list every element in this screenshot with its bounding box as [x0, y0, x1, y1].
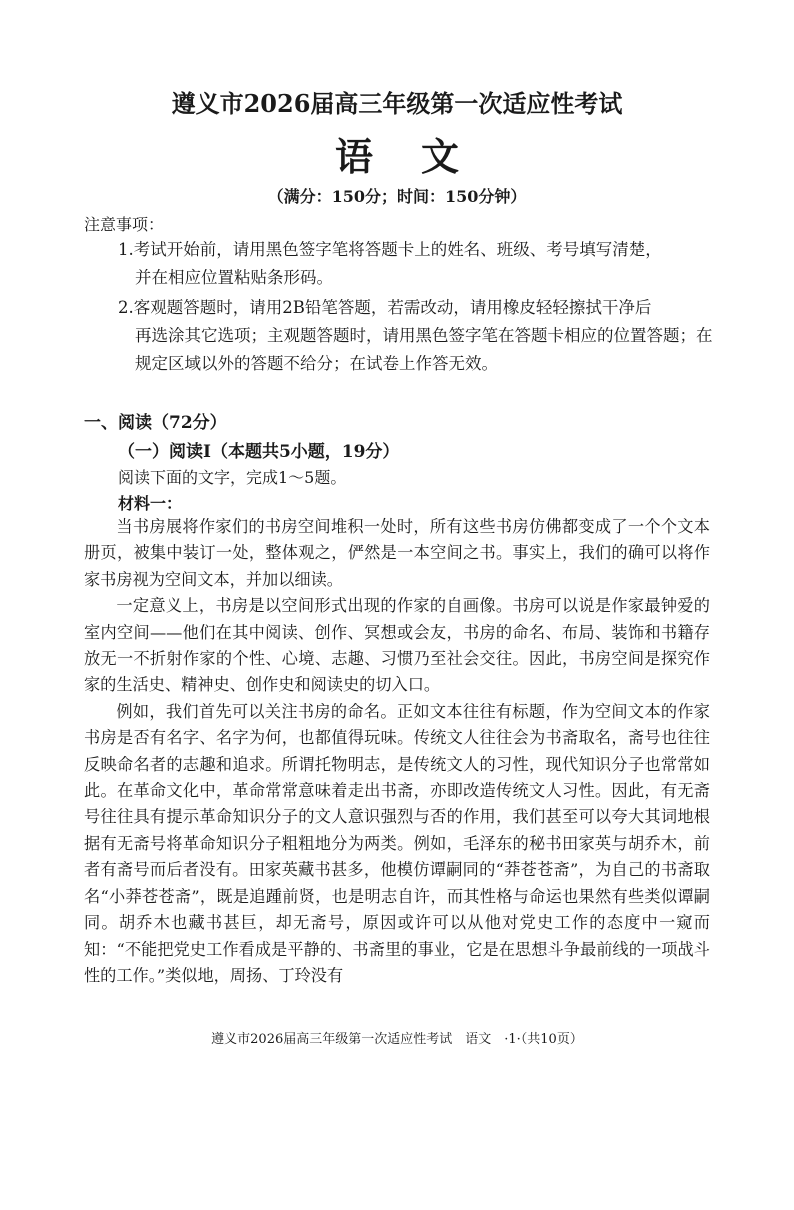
- notice-item-line: 客观题答题时，请用2B铅笔答题，若需改动，请用橡皮轻轻擦拭干净后: [133, 298, 652, 317]
- notice-item-number: 2.: [118, 298, 134, 317]
- score-time-info: （满分：150分；时间：150分钟）: [267, 187, 527, 206]
- notice-item-2: [118, 294, 718, 378]
- passage-paragraph: 例如，我们首先可以关注书房的命名。正如文本往往有标题，作为空间文本的作家书房是否有名字、名字为何，也都值得玩味。传统文人往往会为书斋取名，斋号也往往反映命名者的志趣和追求。所谓托物明志，是传统文人的习性，现代知识分子也常常如此。在革命文化中，革命常常意味着走出书斋，亦即改造传统文人习性。因此，有无斋号往往具有提示革命知识分子的文人意识强烈与否的作用，我们甚至可以夸大其词地根据有无斋号将革命知识分子粗粗地分为两类。例如，毛泽东的秘书田家英与胡乔木，前者有斋号而后者没有。田家英藏书甚多，他模仿谭嗣同的“莽苍苍斋”，为自己的书斋取名“小莽苍苍斋”，既是追踵前贤，也是明志自许，而其性格与命运也果然有些类似谭嗣同。胡乔木也藏书甚巨，却无斋号，原因或许可以从他对党史工作的态度中一窥而知：“不能把党史工作看成是平静的、书斋里的事业，它是在思想斗争最前线的一项战斗性的工作。”类似地，周扬、丁玲没有: [84, 701, 710, 985]
- passage-paragraph: 一定意义上，书房是以空间形式出现的作家的自画像。书房可以说是作家最钟爱的室内空间——他们在其中阅读、创作、冥想或会友，书房的命名、布局、装饰和书籍存放无一不折射作家的个性、心境、志趣、习惯乃至社会交往。因此，书房空间是探究作家的生活史、精神史、创作史和阅读史的切入口。: [84, 596, 710, 695]
- passage-paragraph: 当书房展将作家们的书房空间堆积一处时，所有这些书房仿佛都变成了一个个文本册页，被集中装订一处，整体观之，俨然是一本空间之书。事实上，我们的确可以将作家书房视为空间文本，并加以细读。: [84, 517, 710, 589]
- notice-item-number: 1.: [118, 240, 134, 259]
- section-title: 一、阅读（72分）: [84, 413, 227, 433]
- notice-item-1: [118, 236, 718, 292]
- notice-item-continuation: 并在相应位置粘贴条形码。: [135, 268, 333, 287]
- passage-body: [84, 514, 710, 989]
- reading-instruction: 阅读下面的文字，完成1～5题。: [118, 468, 347, 487]
- subject-title: [0, 126, 794, 181]
- subject-char-2: 文: [421, 134, 460, 179]
- notice-item-line: 考试开始前，请用黑色签字笔将答题卡上的姓名、班级、考号填写清楚，: [133, 240, 662, 259]
- notice-item-continuation: 再选涂其它选项；主观题答题时，请用黑色签字笔在答题卡相应的位置答题；在规定区域以外的答题不给分；在试卷上作答无效。: [135, 326, 713, 373]
- notice-heading: 注意事项：: [84, 215, 165, 234]
- sub-section-title: （一）阅读Ⅰ（本题共5小题，19分）: [118, 442, 400, 462]
- exam-title: 遵义市2026届高三年级第一次适应性考试: [171, 89, 623, 118]
- page-footer: 遵义市2026届高三年级第一次适应性考试 语文 ·1·（共10页）: [211, 1032, 583, 1047]
- material-label: 材料一：: [118, 494, 183, 513]
- subject-char-1: 语: [334, 134, 373, 179]
